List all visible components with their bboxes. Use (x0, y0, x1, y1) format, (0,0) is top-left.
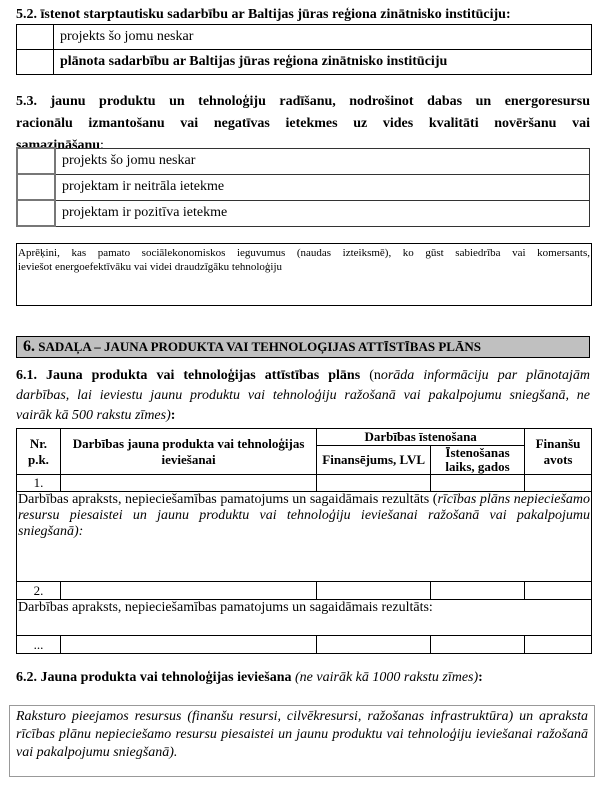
option-label: projektam ir neitrāla ietekme (55, 174, 590, 200)
section-5-3-heading (16, 91, 590, 135)
table-row (17, 582, 592, 600)
calculations-field[interactable] (16, 243, 592, 306)
cell[interactable] (525, 636, 592, 654)
cell[interactable] (431, 475, 525, 492)
option-label: projekts šo jomu neskar (54, 25, 592, 50)
cell[interactable] (317, 475, 431, 492)
calc-line: ieviešot energoefektīvāku vai videi draudzīgāku tehnoloģiju (18, 261, 283, 273)
col-time: Īstenošanas laiks, gados (431, 446, 525, 475)
section-5-2-options (16, 24, 592, 75)
implementation-field[interactable]: Raksturo pieejamos resursus (finanšu resursi, cilvēkresursi, ražošanas infrastruktūra) un apraksta rīcības plānu nepieciešamo resursu piesaistei un jaunu produktu vai tehnoloģiju ieviešanai ražošanā vai pakalpojumu sniegšanā). (9, 705, 595, 777)
section-title: SADAĻA – JAUNA PRODUKTA VAI TEHNOLOĢIJAS ATTĪSTĪBAS PLĀNS (38, 339, 481, 354)
description-row (17, 492, 592, 582)
text: (ne vairāk kā 1000 rakstu zīmes) (291, 670, 479, 685)
heading-line: racionālu izmantošanu vai negatīvas ietekmes uz vides kvalitāti novēršanu vai (16, 116, 590, 131)
colon: : (478, 670, 483, 685)
row-number: 1. (17, 475, 61, 492)
checkbox[interactable] (17, 174, 55, 200)
row-number: 2. (17, 582, 61, 600)
col-implementation: Darbības īstenošana (317, 429, 525, 446)
col-source: Finanšu avots (525, 429, 592, 475)
description-row (17, 600, 592, 636)
cell[interactable] (317, 582, 431, 600)
checkbox[interactable] (17, 148, 55, 174)
checkbox[interactable] (17, 200, 55, 226)
cell[interactable] (525, 475, 592, 492)
table-row (17, 636, 592, 654)
col-actions: Darbības jauna produkta vai tehnoloģijas ieviešanai (60, 429, 316, 475)
cell[interactable] (60, 475, 316, 492)
checkbox[interactable] (17, 25, 54, 50)
text: vairāk kā 500 rakstu zīmes) (16, 408, 171, 423)
cell[interactable] (60, 636, 316, 654)
option-label: projektam ir pozitīva ietekme (55, 200, 590, 226)
section-number: 6. (23, 338, 35, 355)
heading: 6.1. Jauna produkta vai tehnoloģijas attīstības plāns (16, 368, 361, 383)
option-label: plānota sadarbību ar Baltijas jūras reģiona zinātnisko institūciju (54, 50, 592, 75)
cell[interactable] (525, 582, 592, 600)
text: Darbības apraksts, nepieciešamības pamatojums un sagaidāmais rezultāts ( (18, 492, 438, 507)
text: (n (360, 368, 381, 383)
col-nr: Nr. p.k. (17, 429, 61, 475)
heading: 6.2. Jauna produkta vai tehnoloģijas ieviešana (16, 670, 292, 685)
text: orāda informāciju par plānotajām (380, 368, 590, 383)
section-6-header (16, 336, 590, 358)
description-cell[interactable]: Darbības apraksts, nepieciešamības pamatojums un sagaidāmais rezultāts: (17, 600, 592, 636)
cell[interactable] (60, 582, 316, 600)
section-5-2-heading: 5.2. īstenot starptautisku sadarbību ar Baltijas jūras reģiona zinātnisko institūciju: (16, 7, 511, 22)
section-5-3-options (16, 147, 590, 227)
option-label: projekts šo jomu neskar (55, 148, 590, 174)
col-financing: Finansējums, LVL (317, 446, 431, 475)
section-6-2-heading (16, 670, 483, 686)
calc-line: Aprēķini, kas pamato sociālekonomiskos ieguvumus (naudas izteiksmē), ko gūst sabiedrība vai komersants, (18, 247, 590, 259)
table-row (17, 475, 592, 492)
text: darbības, lai ieviestu jaunu produktu vai tehnoloģiju ražošanā vai pakalpojumu sniegšanā, ne (16, 388, 590, 403)
text: rīcības plāns nepieciešamo resursu piesaistei un jaunu produktu vai tehnoloģiju ieviešanai ražošanā vai pakalpojumu sniegšanā): (18, 492, 590, 539)
heading-line: samazināšanu (16, 138, 101, 153)
colon: : (100, 138, 104, 153)
checkbox[interactable] (17, 50, 54, 75)
row-number: ... (17, 636, 61, 654)
heading-line: 5.3. jaunu produktu un tehnoloģiju radīšanu, nodrošinot dabas un energoresursu (16, 94, 590, 109)
section-6-1-intro (16, 366, 590, 426)
cell[interactable] (431, 582, 525, 600)
cell[interactable] (431, 636, 525, 654)
cell[interactable] (317, 636, 431, 654)
development-plan-table (16, 428, 592, 654)
description-cell[interactable] (17, 492, 592, 582)
colon: : (170, 408, 176, 423)
